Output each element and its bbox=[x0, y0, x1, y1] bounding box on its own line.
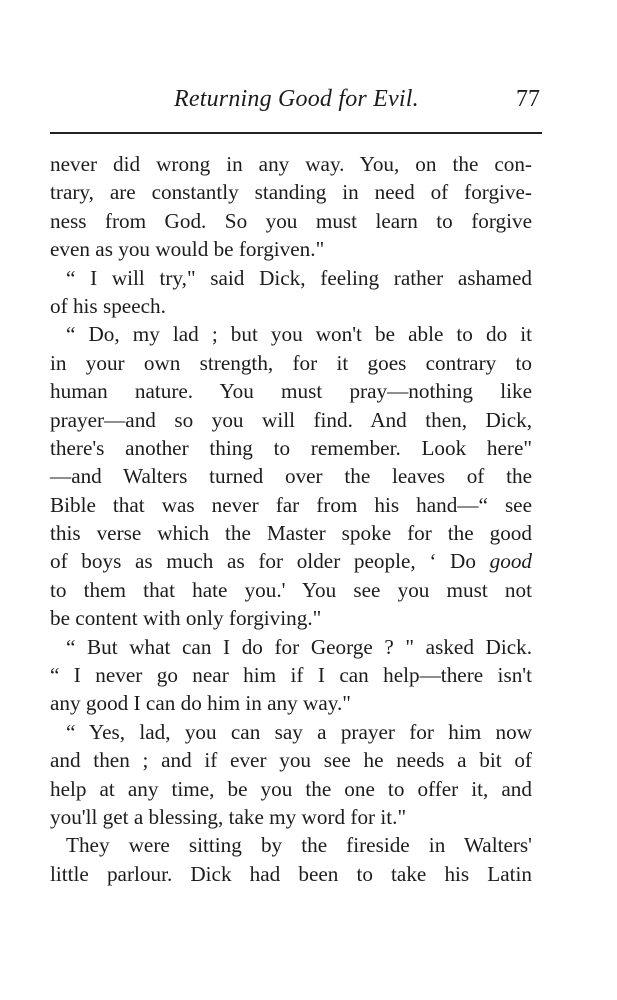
text-line-part: of boys as much as for older people, ‘ Do bbox=[50, 549, 490, 574]
text-line: there's another thing to remember. Look here" bbox=[50, 435, 532, 460]
text-line: any good I can do him in any way." bbox=[50, 691, 351, 716]
text-line: of his speech. bbox=[50, 293, 166, 318]
header-rule bbox=[50, 132, 542, 134]
text-line: prayer—and so you will find. And then, Dick, bbox=[50, 407, 532, 432]
text-line: “ Do, my lad ; but you won't be able to do it bbox=[66, 322, 532, 347]
emphasized-word: good bbox=[489, 549, 532, 574]
text-line: human nature. You must pray—nothing like bbox=[50, 379, 532, 404]
text-line: “ But what can I do for George ? " asked Dick. bbox=[66, 634, 532, 659]
text-line: They were sitting by the fireside in Walters' bbox=[66, 833, 532, 858]
text-line: “ I will try," said Dick, feeling rather ashamed bbox=[66, 265, 532, 290]
text-line: little parlour. Dick had been to take his Latin bbox=[50, 861, 532, 886]
text-line bbox=[50, 547, 532, 575]
body-text bbox=[50, 150, 532, 888]
text-line: —and Walters turned over the leaves of the bbox=[50, 464, 532, 489]
text-line: you'll get a blessing, take my word for it." bbox=[50, 804, 407, 829]
text-line: never did wrong in any way. You, on the con- bbox=[50, 152, 532, 176]
running-head bbox=[52, 86, 540, 120]
text-line: “ Yes, lad, you can say a prayer for him now bbox=[66, 719, 532, 744]
text-line: in your own strength, for it goes contrary to bbox=[50, 350, 532, 375]
text-line: “ I never go near him if I can help—there isn't bbox=[50, 663, 532, 688]
running-title: Returning Good for Evil. bbox=[174, 86, 419, 112]
text-line: ness from God. So you must learn to forgive bbox=[50, 208, 532, 233]
text-line: be content with only forgiving." bbox=[50, 606, 322, 631]
text-line: and then ; and if ever you see he needs a bit of bbox=[50, 748, 532, 773]
text-line: even as you would be forgiven." bbox=[50, 237, 325, 262]
text-line: this verse which the Master spoke for the good bbox=[50, 521, 532, 546]
text-line: trary, are constantly standing in need of forgive- bbox=[50, 180, 532, 205]
page-number: 77 bbox=[516, 86, 540, 112]
text-line: to them that hate you.' You see you must not bbox=[50, 577, 532, 602]
text-line: help at any time, be you the one to offer it, and bbox=[50, 776, 532, 801]
text-line: Bible that was never far from his hand—“ see bbox=[50, 492, 532, 517]
